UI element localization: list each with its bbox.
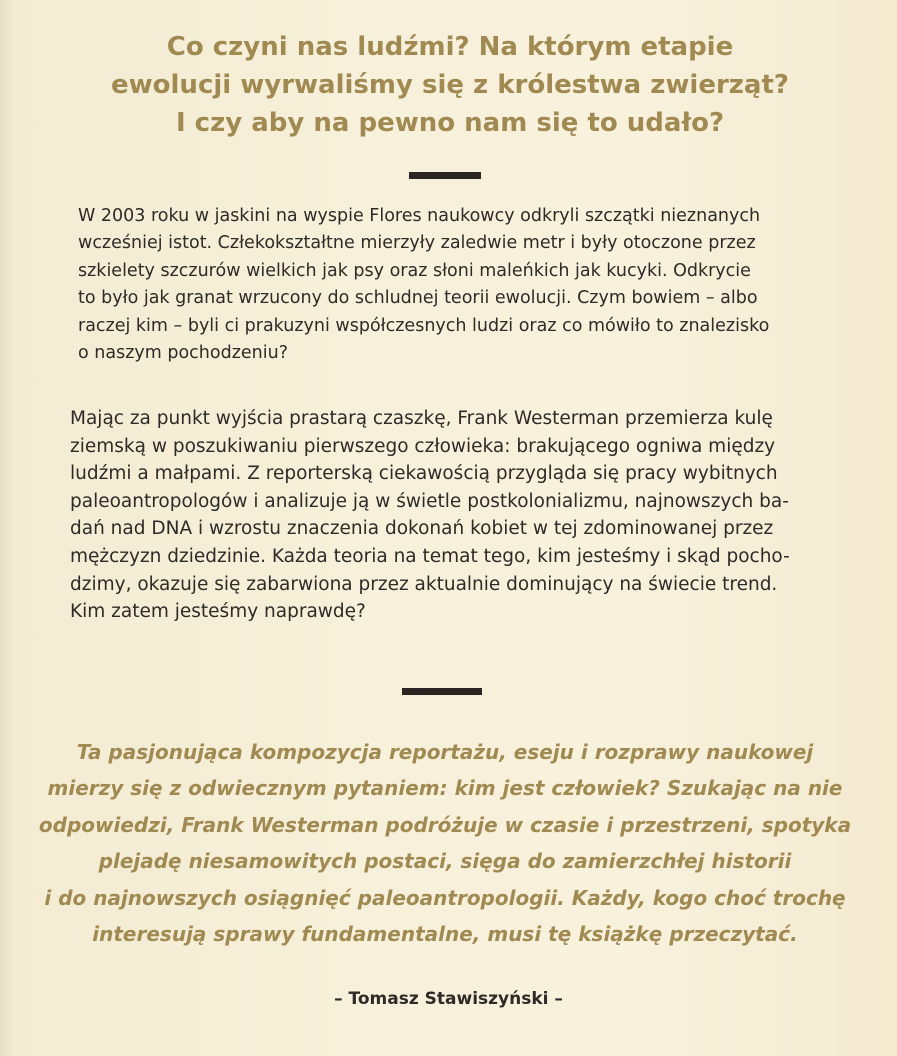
paragraph-line: mężczyzn dziedzinie. Każda teoria na temat tego, kim jesteśmy i skąd pocho- bbox=[70, 545, 790, 567]
divider-bottom bbox=[402, 688, 482, 695]
quote-line: interesują sprawy fundamentalne, musi tę książkę przeczytać. bbox=[92, 922, 798, 947]
paragraph-line: szkielety szczurów wielkich jak psy oraz słoni maleńkich jak kucyki. Odkrycie bbox=[78, 260, 751, 281]
paragraph-line: W 2003 roku w jaskini na wyspie Flores naukowcy odkryli szczątki nieznanych bbox=[78, 206, 761, 226]
paragraph-line: raczej kim – byli ci prakuzyni współczesnych ludzi oraz co mówiło to znalezisko bbox=[78, 315, 770, 336]
quote-line: odpowiedzi, Frank Westerman podróżuje w czasie i przestrzeni, spotyka bbox=[38, 812, 852, 837]
paragraph-line: to było jak granat wrzucony do schludnej teorii ewolucji. Czym bowiem – albo bbox=[78, 288, 758, 309]
paragraph-line: ziemską w poszukiwaniu pierwszego człowieka: brakującego ogniwa między bbox=[70, 435, 776, 457]
divider-top bbox=[409, 172, 481, 179]
quote-line: i do najnowszych osiągnięć paleoantropologii. Każdy, kogo choć trochę bbox=[44, 885, 846, 910]
paragraph-2 bbox=[70, 405, 830, 626]
paragraph-line: dzimy, okazuje się zabarwiona przez aktualnie dominujący na świecie trend. bbox=[70, 573, 778, 595]
paragraph-line: Mając za punkt wyjścia prastarą czaszkę, Frank Westerman przemierza kulę bbox=[70, 408, 773, 429]
paragraph-1 bbox=[78, 203, 818, 367]
headline-line: I czy aby na pewno nam się to udało? bbox=[175, 108, 725, 138]
quote-author: – Tomasz Stawiszyński – bbox=[334, 989, 563, 1009]
paragraph-line: Kim zatem jesteśmy naprawdę? bbox=[70, 601, 366, 623]
paragraph-line: dań nad DNA i wzrostu znaczenia dokonań kobiet w tej zdominowanej przez bbox=[70, 518, 774, 540]
headline-line: Co czyni nas ludźmi? Na którym etapie bbox=[166, 32, 734, 62]
paragraph-line: paleoantropologów i analizuje ją w świetle postkolonializmu, najnowszych ba- bbox=[70, 490, 789, 512]
paragraph-line: o naszym pochodzeniu? bbox=[78, 343, 288, 364]
paragraph-line: wcześniej istot. Człekokształtne mierzyły zaledwie metr i były otoczone przez bbox=[78, 233, 756, 254]
quote-line: Ta pasjonująca kompozycja reportażu, eseju i rozprawy naukowej bbox=[76, 740, 814, 764]
page-edge-shadow bbox=[0, 0, 14, 1056]
review-quote bbox=[20, 734, 870, 952]
headline-line: ewolucji wyrwaliśmy się z królestwa zwierząt? bbox=[111, 70, 789, 100]
paragraph-line: ludźmi a małpami. Z reporterską ciekawością przygląda się pracy wybitnych bbox=[70, 463, 778, 485]
headline bbox=[60, 28, 840, 142]
quote-line: mierzy się z odwiecznym pytaniem: kim jest człowiek? Szukając na nie bbox=[47, 776, 843, 801]
quote-line: plejadę niesamowitych postaci, sięga do zamierzchłej historii bbox=[98, 849, 792, 874]
